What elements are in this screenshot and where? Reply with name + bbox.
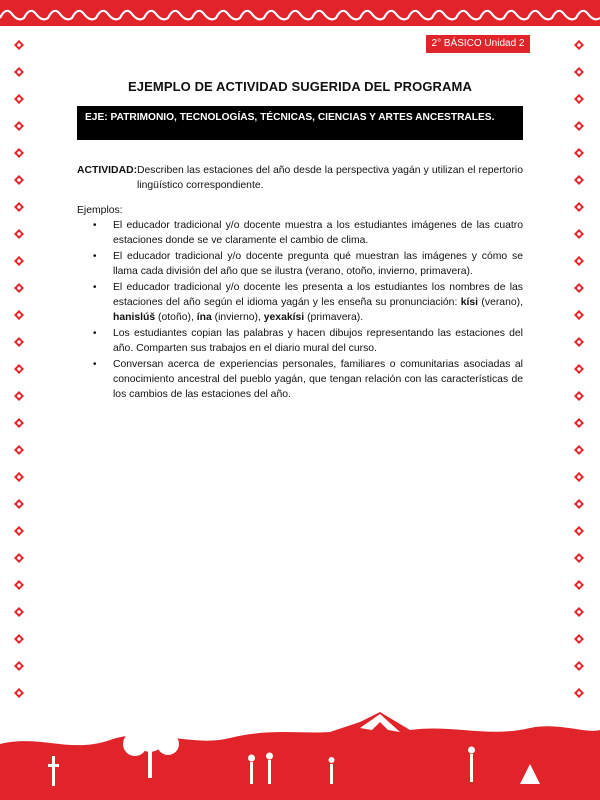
diamond-ornament-icon xyxy=(574,229,584,239)
diamond-ornament-icon xyxy=(14,688,24,698)
list-item-text: Conversan acerca de experiencias personales, familiares o comunitarias asociadas al conocimiento ancestral del pueblo yagán, que tengan relación con las características de los cambios de las estaciones del año. xyxy=(113,359,523,400)
diamond-ornament-icon xyxy=(14,607,24,617)
grade-badge: 2° BÁSICO Unidad 2 xyxy=(426,35,530,53)
diamond-ornament-icon xyxy=(14,418,24,428)
diamond-ornament-icon xyxy=(14,445,24,455)
top-decorative-band xyxy=(0,0,600,26)
diamond-ornament-icon xyxy=(14,337,24,347)
diamond-ornament-icon xyxy=(574,337,584,347)
examples-heading: Ejemplos: xyxy=(77,205,123,216)
diamond-ornament-icon xyxy=(14,256,24,266)
diamond-ornament-icon xyxy=(574,607,584,617)
right-ornament-column xyxy=(574,40,588,720)
diamond-ornament-icon xyxy=(14,310,24,320)
diamond-ornament-icon xyxy=(14,283,24,293)
eje-text: EJE: PATRIMONIO, TECNOLOGÍAS, TÉCNICAS, CIENCIAS Y ARTES ANCESTRALES. xyxy=(85,112,495,123)
examples-list xyxy=(77,218,523,402)
diamond-ornament-icon xyxy=(14,499,24,509)
diamond-ornament-icon xyxy=(14,202,24,212)
word-spring: yexakísi xyxy=(263,312,305,323)
diamond-ornament-icon xyxy=(14,580,24,590)
list-item-text: Los estudiantes copian las palabras y hacen dibujos representando las estaciones del año. Comparten sus trabajos en el diario mural del curso. xyxy=(113,328,523,354)
diamond-ornament-icon xyxy=(574,499,584,509)
list-item-text xyxy=(113,282,523,323)
list-item-text: El educador tradicional y/o docente pregunta qué muestran las imágenes y cómo se llama cada división del año que se ilustra (verano, otoño, invierno, primavera). xyxy=(113,251,523,277)
diamond-ornament-icon xyxy=(14,634,24,644)
diamond-ornament-icon xyxy=(574,553,584,563)
page-title: EJEMPLO DE ACTIVIDAD SUGERIDA DEL PROGRAMA xyxy=(128,79,472,94)
diamond-ornament-icon xyxy=(14,472,24,482)
bullet-icon: • xyxy=(93,328,97,339)
diamond-ornament-icon xyxy=(574,148,584,158)
landscape-illustration xyxy=(0,704,600,800)
diamond-ornament-icon xyxy=(574,418,584,428)
activity-section xyxy=(77,163,523,193)
bullet-icon: • xyxy=(93,282,97,293)
diamond-ornament-icon xyxy=(574,445,584,455)
diamond-ornament-icon xyxy=(574,661,584,671)
activity-text: Describen las estaciones del año desde la perspectiva yagán y utilizan el repertorio lingüístico correspondiente. xyxy=(137,165,523,191)
diamond-ornament-icon xyxy=(574,634,584,644)
diamond-ornament-icon xyxy=(14,40,24,50)
diamond-ornament-icon xyxy=(574,175,584,185)
list-item xyxy=(77,357,523,402)
diamond-ornament-icon xyxy=(574,310,584,320)
left-ornament-column xyxy=(14,40,28,720)
diamond-ornament-icon xyxy=(14,94,24,104)
word-summer: kísi xyxy=(460,297,479,308)
gloss-summer: (verano), xyxy=(478,297,523,308)
diamond-ornament-icon xyxy=(14,121,24,131)
diamond-ornament-icon xyxy=(14,229,24,239)
activity-label: ACTIVIDAD: xyxy=(77,165,138,176)
bullet-icon: • xyxy=(93,220,97,231)
diamond-ornament-icon xyxy=(574,688,584,698)
diamond-ornament-icon xyxy=(574,283,584,293)
diamond-ornament-icon xyxy=(14,364,24,374)
diamond-ornament-icon xyxy=(574,472,584,482)
wave-pattern-icon xyxy=(0,0,600,26)
diamond-ornament-icon xyxy=(574,67,584,77)
list-item xyxy=(77,280,523,325)
diamond-ornament-icon xyxy=(14,391,24,401)
eje-box xyxy=(77,106,523,140)
diamond-ornament-icon xyxy=(574,94,584,104)
diamond-ornament-icon xyxy=(14,526,24,536)
diamond-ornament-icon xyxy=(14,661,24,671)
diamond-ornament-icon xyxy=(14,175,24,185)
item3-intro: El educador tradicional y/o docente les presenta a los estudiantes los nombres de las estaciones del año según el idioma yagán y les enseña su pronunciación: xyxy=(113,282,523,308)
word-autumn: hanislúš xyxy=(113,312,156,323)
gloss-winter: (invierno), xyxy=(211,312,264,323)
diamond-ornament-icon xyxy=(574,391,584,401)
diamond-ornament-icon xyxy=(574,580,584,590)
list-item xyxy=(77,218,523,248)
diamond-ornament-icon xyxy=(574,256,584,266)
diamond-ornament-icon xyxy=(574,121,584,131)
diamond-ornament-icon xyxy=(574,526,584,536)
examples-section xyxy=(77,203,523,403)
diamond-ornament-icon xyxy=(14,148,24,158)
bullet-icon: • xyxy=(93,251,97,262)
list-item-text: El educador tradicional y/o docente muestra a los estudiantes imágenes de las cuatro estaciones donde se ve claramente el cambio de clima. xyxy=(113,220,523,246)
diamond-ornament-icon xyxy=(574,40,584,50)
diamond-ornament-icon xyxy=(574,202,584,212)
gloss-spring: (primavera). xyxy=(304,312,364,323)
diamond-ornament-icon xyxy=(14,553,24,563)
diamond-ornament-icon xyxy=(574,364,584,374)
diamond-ornament-icon xyxy=(14,67,24,77)
bullet-icon: • xyxy=(93,359,97,370)
list-item xyxy=(77,249,523,279)
list-item xyxy=(77,326,523,356)
gloss-autumn: (otoño), xyxy=(155,312,197,323)
word-winter: ína xyxy=(196,312,212,323)
